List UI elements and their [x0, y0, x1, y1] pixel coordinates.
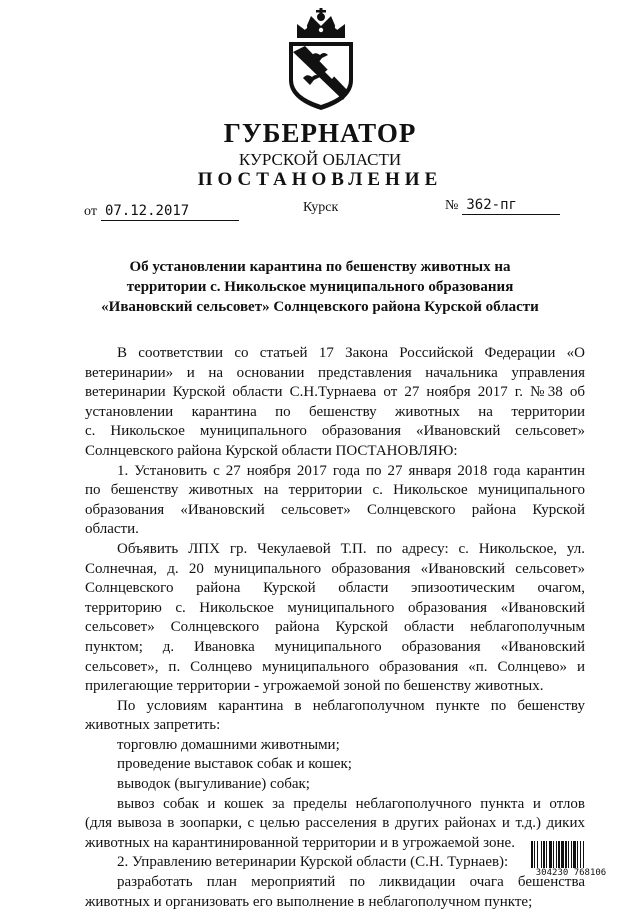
- body-line: выводок (выгуливание) собак;: [117, 776, 310, 793]
- region-name: КУРСКОЙ ОБЛАСТИ: [238, 150, 402, 169]
- barcode: [529, 841, 613, 879]
- barcode-bar: [531, 841, 533, 868]
- subject-line: территории с. Никольское муниципального образования: [126, 279, 514, 295]
- body-line: Объявить ЛПХ гр. Чекулаевой Т.П. по адресу: с. Никольское, ул.: [117, 540, 585, 557]
- body-line: животных и организовать его выполнение в неблагополучном пункте;: [85, 893, 533, 910]
- document-type: ПОСТАНОВЛЕНИЕ: [197, 169, 443, 190]
- subject-line: Об установлении карантина по бешенству животных на: [129, 259, 511, 275]
- body-line: вывоз собак и кошек за пределы неблагополучного пункта и отлов: [117, 795, 585, 812]
- date-field: [84, 202, 239, 221]
- governor-title: ГУБЕРНАТОР: [223, 118, 417, 148]
- barcode-bars: [529, 841, 613, 868]
- body-line: сельсовет», п. Солнцево муниципального образования «п. Солнцево» и: [85, 658, 585, 675]
- barcode-bar: [561, 841, 564, 868]
- barcode-bar: [546, 841, 547, 868]
- document-number: 362-пг: [462, 197, 560, 215]
- body-line: установлении карантина по бешенству животных на территории: [85, 403, 585, 420]
- barcode-bar: [553, 841, 554, 868]
- body-line: сельсовет» Солнцевского района Курской области неблагополучным: [85, 619, 585, 636]
- body-line: животных запретить:: [85, 717, 221, 734]
- barcode-bar: [556, 841, 557, 868]
- body-line: разработать план мероприятий по ликвидации очага бешенства: [117, 874, 585, 891]
- barcode-bar: [573, 841, 576, 868]
- body-line: В соответствии со статьей 17 Закона Российской Федерации «О: [117, 345, 585, 361]
- city-name: Курск: [303, 200, 339, 215]
- body-line: Солнцевского района Курской области эпизоотическим очагом,: [85, 580, 585, 597]
- barcode-bar: [549, 841, 552, 868]
- body-line: 2. Управлению ветеринарии Курской области (С.Н. Турнаев):: [117, 854, 509, 871]
- body-line: 1. Установить с 27 ноября 2017 года по 27 января 2018 года карантин: [117, 462, 585, 479]
- date-value: 07.12.2017: [101, 203, 239, 221]
- document-number-field: [445, 196, 560, 215]
- barcode-bar: [537, 841, 538, 868]
- date-prefix: от: [84, 204, 97, 219]
- body-line: (для вывоза в зоопарки, с целью расселения в других районах и т.д.) диких: [85, 815, 585, 832]
- body-line: территорию с. Никольское муниципального образования «Ивановский: [85, 599, 585, 616]
- body-line: Солнечная, д. 20 муниципального образования «Ивановский сельсовет»: [85, 560, 585, 577]
- body-line: по бешенству животных на территории с. Никольское муниципального: [85, 482, 585, 499]
- barcode-bar: [580, 841, 581, 868]
- barcode-bar: [583, 841, 584, 868]
- barcode-number: 304230 768106: [535, 868, 607, 878]
- subject-line: «Ивановский сельсовет» Солнцевского района Курской области: [101, 299, 539, 315]
- body-line: По условиям карантина в неблагополучном пункте по бешенству: [117, 697, 585, 714]
- barcode-bar: [565, 841, 567, 868]
- number-prefix: №: [445, 198, 459, 213]
- coat-of-arms-emblem: [283, 8, 359, 112]
- document-subject: [100, 257, 540, 317]
- body-line: торговлю домашними животными;: [117, 736, 340, 753]
- body-line: Солнцевского района Курской области ПОСТАНОВЛЯЮ:: [85, 442, 458, 459]
- barcode-bar: [558, 841, 560, 868]
- body-line: прилегающие территории - угрожаемой зоной по бешенству животных.: [85, 678, 544, 695]
- body-line: проведение выставок собак и кошек;: [117, 756, 352, 773]
- body-line: пунктом; д. Ивановка муниципального образования «Ивановский: [85, 638, 585, 655]
- body-line: ветеринарии» и на основании представления начальника управления: [85, 364, 585, 381]
- barcode-bar: [577, 841, 578, 868]
- barcode-bar: [541, 841, 542, 868]
- barcode-bar: [543, 841, 545, 868]
- document-body: [85, 344, 585, 912]
- body-line: с. Никольское муниципального образования «Ивановский сельсовет»: [85, 423, 585, 440]
- body-line: области.: [85, 521, 139, 538]
- barcode-bar: [534, 841, 535, 868]
- body-line: животных на карантинированной территории и в угрожаемой зоне.: [85, 834, 515, 851]
- barcode-bar: [571, 841, 572, 868]
- barcode-bar: [568, 841, 569, 868]
- body-line: ветеринарии Курской области С.Н.Турнаева от 27 ноября 2017 г. №38 об: [85, 384, 585, 401]
- body-line: образования «Ивановский сельсовет» Солнцевского района Курской: [85, 501, 585, 518]
